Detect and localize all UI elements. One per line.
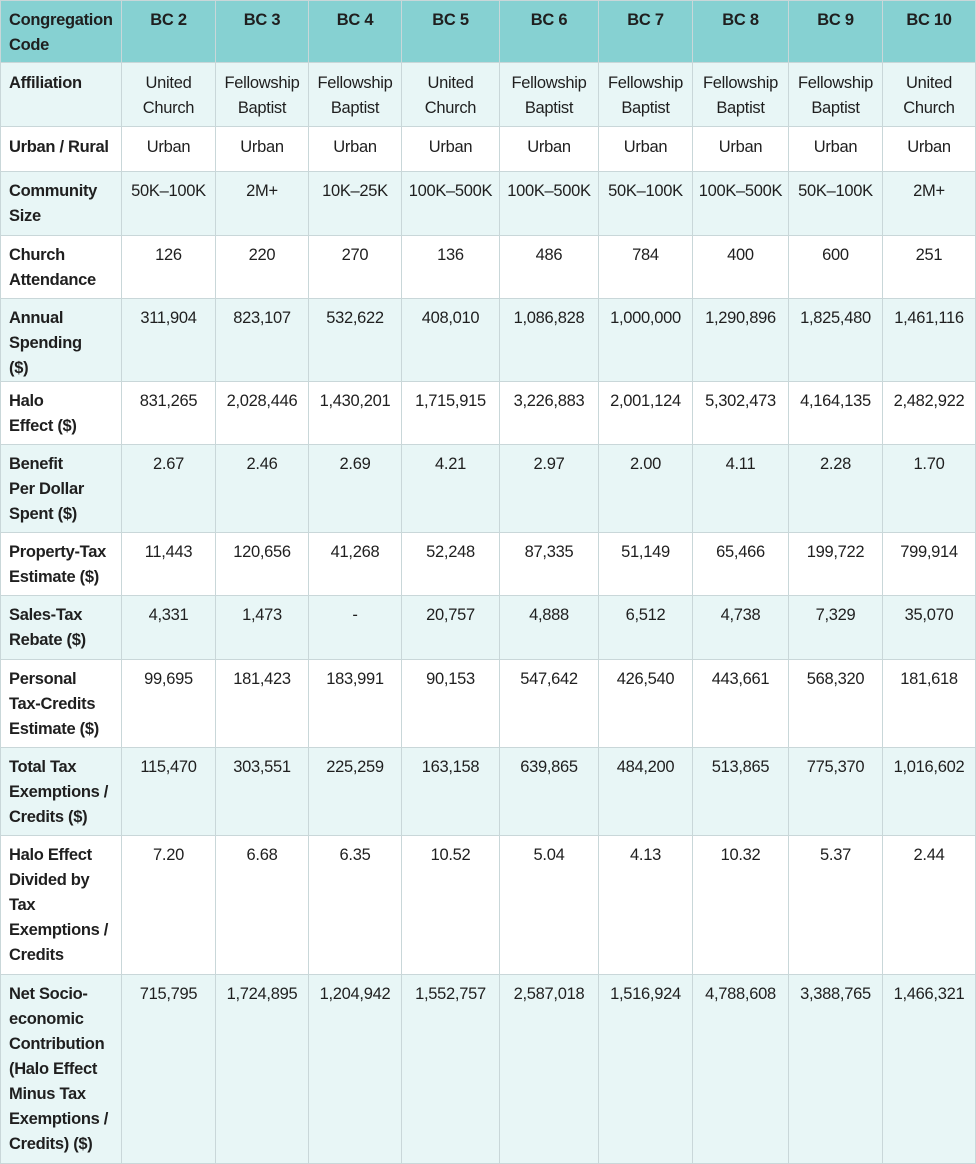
cell-line: Fellowship (224, 74, 300, 92)
row-label: Affiliation (1, 63, 122, 127)
table-cell: 100K–500K (402, 172, 500, 236)
table-cell: Urban (883, 127, 976, 172)
table-cell: 1,430,201 (309, 382, 402, 445)
row-label-text: Property-Tax Estimate ($) (9, 543, 106, 586)
table-cell: 547,642 (500, 660, 599, 748)
table-cell: 7.20 (122, 836, 216, 975)
table-cell: 3,226,883 (500, 382, 599, 445)
table-cell (216, 63, 309, 127)
table-cell: 120,656 (216, 533, 309, 596)
row-label-text: Sales-Tax Rebate ($) (9, 606, 86, 649)
table-cell: 408,010 (402, 299, 500, 382)
table-cell (693, 63, 789, 127)
table-cell: 4,164,135 (789, 382, 883, 445)
table-cell: Urban (693, 127, 789, 172)
table-row (1, 299, 976, 382)
table-cell: 2.28 (789, 445, 883, 533)
table-cell (402, 63, 500, 127)
row-label-text: Personal Tax-Credits Estimate ($) (9, 670, 99, 738)
table-cell: 115,470 (122, 748, 216, 836)
table-cell: 1,724,895 (216, 975, 309, 1164)
table-cell: 2.67 (122, 445, 216, 533)
table-cell: 532,622 (309, 299, 402, 382)
row-label-text: Church Attendance (9, 246, 96, 289)
table-cell: 50K–100K (122, 172, 216, 236)
row-label-text: Benefit Per Dollar Spent ($) (9, 455, 84, 523)
table-cell: 5,302,473 (693, 382, 789, 445)
table-cell: 2,028,446 (216, 382, 309, 445)
table-cell: 2,482,922 (883, 382, 976, 445)
table-row (1, 596, 976, 660)
corner-label: Congregation Code (1, 1, 122, 63)
row-label-text: Net Socio-economic Contribution (Halo Effect Minus Tax Exemptions / Credits) ($) (9, 985, 109, 1153)
cell-line: Church (903, 99, 955, 117)
table-cell: 4,788,608 (693, 975, 789, 1164)
table-row (1, 533, 976, 596)
row-label-text: Community Size (9, 182, 98, 225)
table-cell: 10.52 (402, 836, 500, 975)
table-cell: 100K–500K (693, 172, 789, 236)
table-cell: 1,016,602 (883, 748, 976, 836)
table-cell: 2M+ (883, 172, 976, 236)
table-row (1, 748, 976, 836)
table-cell: 183,991 (309, 660, 402, 748)
row-label-text: Halo Effect ($) (9, 392, 77, 435)
row-label (1, 445, 122, 533)
row-label: Urban / Rural (1, 127, 122, 172)
table-cell: 6.68 (216, 836, 309, 975)
table-cell: Urban (216, 127, 309, 172)
table-cell: 51,149 (599, 533, 693, 596)
cell-line: Fellowship (317, 74, 393, 92)
table-cell: 10.32 (693, 836, 789, 975)
cell-line: Baptist (716, 99, 765, 117)
table-row (1, 445, 976, 533)
row-label-text: Total Tax Exemptions / Credits ($) (9, 758, 109, 826)
table-cell: 484,200 (599, 748, 693, 836)
row-label (1, 836, 122, 975)
table-cell: Urban (122, 127, 216, 172)
table-cell: 831,265 (122, 382, 216, 445)
table-row (1, 660, 976, 748)
table-row (1, 127, 976, 172)
table-cell: 41,268 (309, 533, 402, 596)
table-cell: 4.21 (402, 445, 500, 533)
table-cell (883, 63, 976, 127)
table-cell: 311,904 (122, 299, 216, 382)
cell-line: Baptist (330, 99, 380, 117)
table-cell: 715,795 (122, 975, 216, 1164)
table-cell: 426,540 (599, 660, 693, 748)
table-cell: 4.13 (599, 836, 693, 975)
cell-line: Fellowship (511, 74, 587, 92)
table-cell: 87,335 (500, 533, 599, 596)
table-cell: 1,552,757 (402, 975, 500, 1164)
row-label (1, 299, 122, 382)
column-header: BC 7 (599, 1, 693, 63)
column-header: BC 4 (309, 1, 402, 63)
table-cell: 2.44 (883, 836, 976, 975)
row-label (1, 172, 122, 236)
table-cell: 6,512 (599, 596, 693, 660)
row-label (1, 236, 122, 299)
table-cell: 5.37 (789, 836, 883, 975)
cell-line: Baptist (621, 99, 670, 117)
header-row (1, 1, 976, 63)
row-label (1, 748, 122, 836)
cell-line: United (145, 74, 192, 92)
table-cell: 600 (789, 236, 883, 299)
column-header: BC 8 (693, 1, 789, 63)
table-cell: 20,757 (402, 596, 500, 660)
table-cell: 251 (883, 236, 976, 299)
table-cell: 1,086,828 (500, 299, 599, 382)
table-cell: 303,551 (216, 748, 309, 836)
table-cell: 2.00 (599, 445, 693, 533)
table-cell: 270 (309, 236, 402, 299)
table-cell: 90,153 (402, 660, 500, 748)
column-header: BC 6 (500, 1, 599, 63)
table-cell: 784 (599, 236, 693, 299)
table-cell: Urban (789, 127, 883, 172)
table-cell: 1.70 (883, 445, 976, 533)
column-header: BC 5 (402, 1, 500, 63)
table-cell (309, 63, 402, 127)
table-row (1, 836, 976, 975)
table-cell: 2.69 (309, 445, 402, 533)
table-cell: 823,107 (216, 299, 309, 382)
table-cell: 568,320 (789, 660, 883, 748)
table-cell: 1,466,321 (883, 975, 976, 1164)
cell-line: Fellowship (798, 74, 873, 92)
table-cell: 181,618 (883, 660, 976, 748)
table-row (1, 975, 976, 1164)
table-cell: 7,329 (789, 596, 883, 660)
table-cell: 1,825,480 (789, 299, 883, 382)
table-row (1, 382, 976, 445)
row-label (1, 975, 122, 1164)
table-cell: 99,695 (122, 660, 216, 748)
cell-line: Fellowship (703, 74, 778, 92)
table-cell: 126 (122, 236, 216, 299)
column-header: BC 10 (883, 1, 976, 63)
table-cell: 639,865 (500, 748, 599, 836)
table-cell: 163,158 (402, 748, 500, 836)
table-cell: 199,722 (789, 533, 883, 596)
table-cell: 2M+ (216, 172, 309, 236)
table-cell: 50K–100K (789, 172, 883, 236)
table-cell: 5.04 (500, 836, 599, 975)
cell-line: United (427, 74, 474, 92)
table-cell: 486 (500, 236, 599, 299)
table-cell: Urban (402, 127, 500, 172)
row-label (1, 533, 122, 596)
row-label (1, 382, 122, 445)
table-cell: 225,259 (309, 748, 402, 836)
table-cell: 50K–100K (599, 172, 693, 236)
table-cell: 799,914 (883, 533, 976, 596)
table-cell: 10K–25K (309, 172, 402, 236)
table-cell: - (309, 596, 402, 660)
table-cell: 52,248 (402, 533, 500, 596)
cell-line: Church (424, 99, 477, 117)
table-cell: 2.46 (216, 445, 309, 533)
table-row (1, 172, 976, 236)
table-cell: 4,888 (500, 596, 599, 660)
table-cell (122, 63, 216, 127)
table-cell (500, 63, 599, 127)
table-body (1, 63, 976, 1164)
table-cell: Urban (500, 127, 599, 172)
table-cell: 181,423 (216, 660, 309, 748)
table-cell: 35,070 (883, 596, 976, 660)
table-row (1, 236, 976, 299)
table-cell: 1,715,915 (402, 382, 500, 445)
table-cell: Urban (309, 127, 402, 172)
table-cell (789, 63, 883, 127)
table-cell: Urban (599, 127, 693, 172)
table-cell: 775,370 (789, 748, 883, 836)
row-label-text: Annual Spending ($) (9, 309, 82, 377)
table-cell: 1,473 (216, 596, 309, 660)
table-cell: 65,466 (693, 533, 789, 596)
table-cell: 443,661 (693, 660, 789, 748)
cell-line: Baptist (237, 99, 287, 117)
table-cell: 4,738 (693, 596, 789, 660)
table-row (1, 63, 976, 127)
column-header: BC 9 (789, 1, 883, 63)
cell-line: Baptist (524, 99, 574, 117)
table-cell: 1,516,924 (599, 975, 693, 1164)
table-cell: 2,001,124 (599, 382, 693, 445)
table-cell: 513,865 (693, 748, 789, 836)
cell-line: Baptist (811, 99, 860, 117)
column-header: BC 2 (122, 1, 216, 63)
column-header: BC 3 (216, 1, 309, 63)
table-cell: 3,388,765 (789, 975, 883, 1164)
row-label (1, 660, 122, 748)
cell-line: Church (142, 99, 195, 117)
table-cell: 100K–500K (500, 172, 599, 236)
table-cell: 2.97 (500, 445, 599, 533)
table-cell: 1,204,942 (309, 975, 402, 1164)
cell-line: United (906, 74, 952, 92)
table-cell: 2,587,018 (500, 975, 599, 1164)
row-label (1, 596, 122, 660)
table-cell: 220 (216, 236, 309, 299)
table-cell: 6.35 (309, 836, 402, 975)
cell-line: Fellowship (608, 74, 683, 92)
table-cell (599, 63, 693, 127)
table-cell: 1,461,116 (883, 299, 976, 382)
table-cell: 4,331 (122, 596, 216, 660)
row-label-text: Halo Effect Divided by Tax Exemptions / Credits (9, 846, 109, 964)
table-cell: 1,290,896 (693, 299, 789, 382)
table-cell: 1,000,000 (599, 299, 693, 382)
table-cell: 11,443 (122, 533, 216, 596)
table-cell: 4.11 (693, 445, 789, 533)
table-cell: 400 (693, 236, 789, 299)
table-cell: 136 (402, 236, 500, 299)
